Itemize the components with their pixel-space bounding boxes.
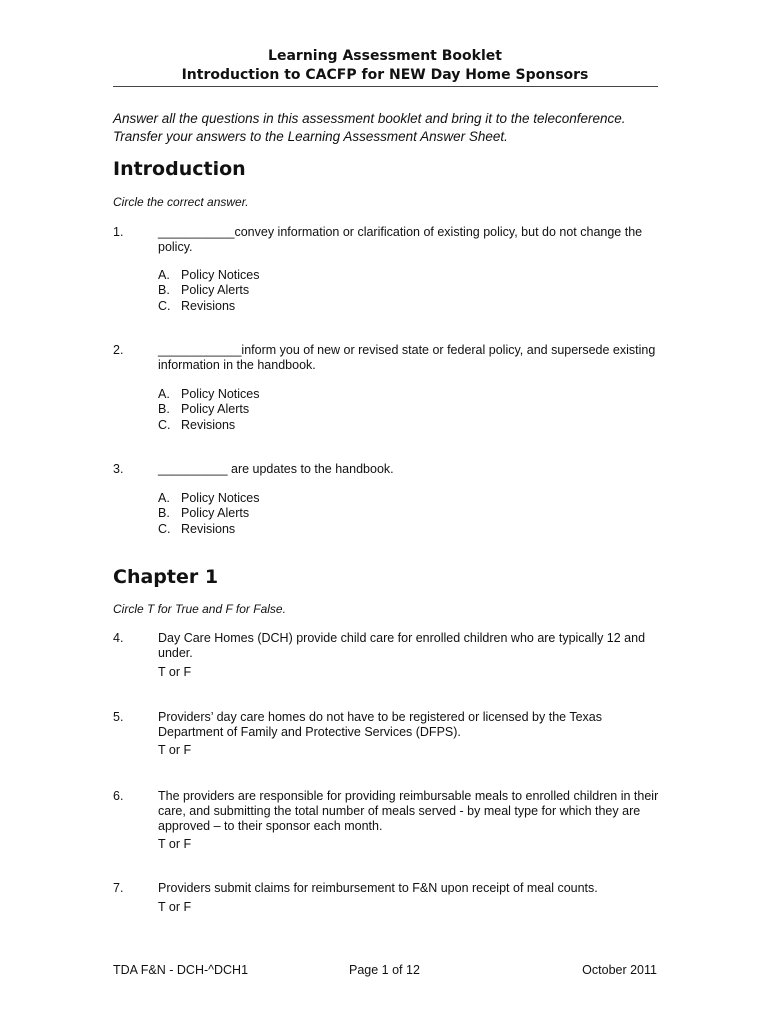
option-text: Policy Alerts: [181, 402, 250, 417]
answer-options: [158, 387, 260, 433]
true-false-prompt: T or F: [158, 900, 192, 914]
question-number: 4.: [113, 631, 124, 645]
question-number: 7.: [113, 881, 124, 895]
option-letter: B.: [158, 402, 170, 417]
question-number: 1.: [113, 225, 124, 239]
question-text: __________ are updates to the handbook.: [158, 462, 394, 476]
option-text: Revisions: [181, 298, 236, 313]
option-a: [158, 491, 260, 506]
option-letter: C.: [158, 521, 171, 536]
option-c: [158, 522, 260, 537]
option-c: [158, 418, 260, 433]
section-instruction: Circle T for True and F for False.: [113, 602, 286, 616]
true-false-prompt: T or F: [158, 743, 192, 757]
option-a: [158, 268, 260, 283]
question-number: 3.: [113, 462, 124, 476]
answer-options: [158, 491, 260, 537]
option-text: Policy Notices: [181, 268, 260, 282]
option-letter: A.: [158, 387, 170, 401]
option-letter: C.: [158, 298, 171, 313]
option-b: [158, 506, 260, 521]
question-text: ____________inform you of new or revised state or federal policy, and supersede existing information in the handbook.: [158, 343, 656, 372]
option-text: Policy Alerts: [181, 506, 250, 521]
section-instruction: Circle the correct answer.: [113, 195, 249, 209]
option-text: Policy Notices: [181, 387, 260, 401]
option-b: [158, 283, 260, 298]
document-subtitle: Introduction to CACFP for NEW Day Home Sponsors: [181, 67, 589, 83]
booklet-instructions: Answer all the questions in this assessment booklet and bring it to the teleconference. Transfer your answers to the Learning Assessment Answer Sheet.: [113, 111, 626, 144]
option-letter: C.: [158, 417, 171, 432]
answer-options: [158, 268, 260, 314]
question-text: The providers are responsible for providing reimbursable meals to enrolled children in their care, and submitting the total number of meals served - by meal type for which they are approved – to their sponsor each month.: [158, 789, 659, 833]
question-text: Providers submit claims for reimbursement to F&N upon receipt of meal counts.: [158, 881, 598, 895]
question-number: 6.: [113, 789, 124, 803]
footer-date: October 2011: [582, 963, 657, 977]
option-letter: B.: [158, 506, 170, 521]
option-letter: B.: [158, 283, 170, 298]
option-letter: A.: [158, 268, 170, 282]
true-false-prompt: T or F: [158, 665, 192, 679]
true-false-prompt: T or F: [158, 837, 192, 851]
option-b: [158, 402, 260, 417]
question-text: ___________convey information or clarification of existing policy, but do not change the policy.: [158, 225, 643, 254]
section-heading-introduction: Introduction: [113, 158, 246, 180]
option-text: Policy Alerts: [181, 283, 250, 298]
question-number: 2.: [113, 343, 124, 357]
section-heading-chapter-1: Chapter 1: [113, 566, 219, 588]
option-text: Revisions: [181, 417, 236, 432]
question-text: Day Care Homes (DCH) provide child care for enrolled children who are typically 12 and under.: [158, 631, 646, 660]
footer-document-id: TDA F&N - DCH-^DCH1: [113, 963, 249, 977]
option-c: [158, 299, 260, 314]
footer-page-number: Page 1 of 12: [349, 963, 420, 977]
option-letter: A.: [158, 491, 170, 505]
header-divider: [113, 86, 658, 87]
question-number: 5.: [113, 710, 124, 724]
document-title: Learning Assessment Booklet: [268, 48, 502, 64]
option-text: Policy Notices: [181, 491, 260, 505]
question-text: Providers’ day care homes do not have to be registered or licensed by the Texas Department of Family and Protective Services (DFPS).: [158, 710, 603, 739]
option-a: [158, 387, 260, 402]
option-text: Revisions: [181, 521, 236, 536]
